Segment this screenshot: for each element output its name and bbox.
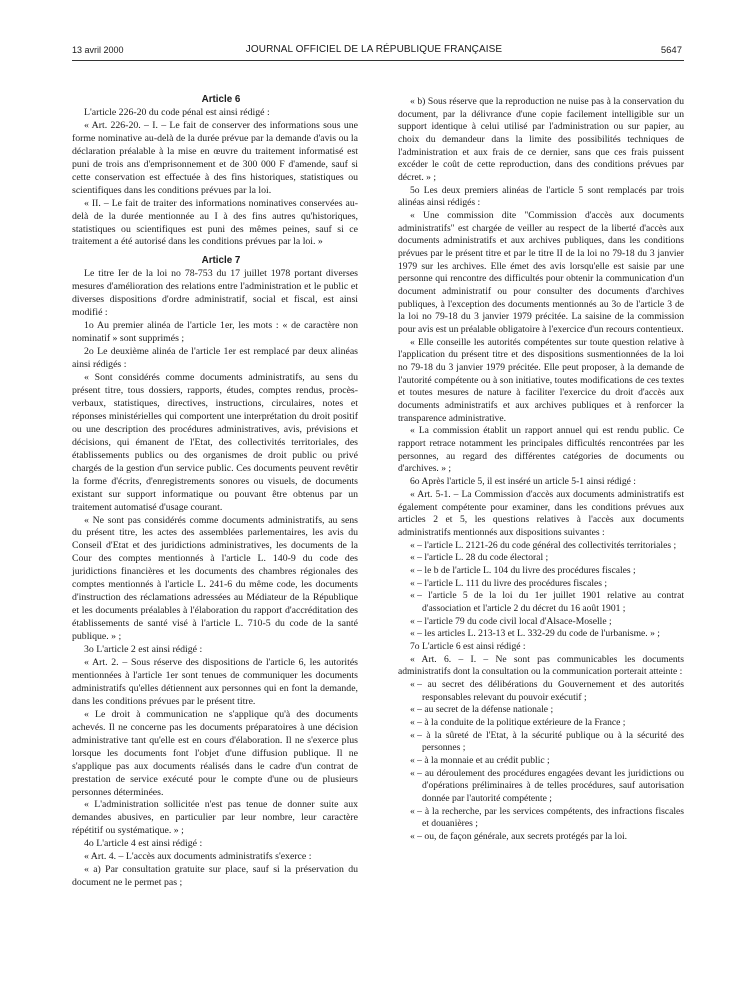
list-item: « – ou, de façon générale, aux secrets protégés par la loi. (410, 830, 628, 842)
paragraph: « Sont considérés comme documents administratifs, au sens du présent titre, tous dossiers, rapports, études, comptes rendus, procès-verbaux, statistiques, directives, instructions, circulaires, notes et réponses ministérielles qui comportent une interprétation du droit positif ou une description des procédures administratives, avis, prévisions et décisions, qui émanent de l'Etat, des collectivités territoriales, des établissements publics ou des organismes de droit public ou privé chargés de la gestion d'un service public. Ces documents peuvent revêtir la forme d'écrits, d'enregistrements sonores ou visuels, de documents existant sur support informatique ou pouvant être obtenus par un traitement automatisé d'usage courant. (72, 372, 358, 513)
paragraph: « a) Par consultation gratuite sur place, sauf si la préservation du document ne le permet pas ; (72, 864, 358, 889)
paragraph: 4o L'article 4 est ainsi rédigé : (84, 838, 203, 850)
paragraph: 5o Les deux premiers alinéas de l'article 5 sont remplacés par trois alinéas ainsi rédigés : (398, 184, 684, 209)
right-column (398, 96, 684, 844)
paragraph: « Le droit à communication ne s'applique qu'à des documents achevés. Il ne concerne pas les documents préparatoires à une décision administrative tant qu'elle est en cours d'élaboration. Il ne s'exerce plus lorsque les documents font l'objet d'une diffusion publique. Il ne s'applique pas aux documents réalisés dans le cadre d'un contrat de prestation de service exécuté pour le compte d'une ou de plusieurs personnes déterminées. (72, 708, 358, 798)
list-item: « – au secret des délibérations du Gouvernement et des autorités responsables relevant du pouvoir exécutif ; (410, 678, 684, 703)
page-header (0, 0, 748, 70)
paragraph: 2o Le deuxième alinéa de l'article 1er est remplacé par deux alinéas ainsi rédigés : (72, 346, 358, 371)
paragraph: « La commission établit un rapport annuel qui est rendu public. Ce rapport retrace notamment les principales difficultés rencontrées par les personnes, au regard des différentes catégories de documents ou d'archives. » ; (398, 425, 684, 475)
paragraph: « Ne sont pas considérés comme documents administratifs, au sens du présent titre, les actes des assemblées parlementaires, les avis du Conseil d'Etat et des juridictions administratives, les documents de la Cour des comptes mentionnés à l'article L. 140-9 du code des juridictions financières et les documents des chambres régionales des comptes mentionnés à l'article L. 241-6 du même code, les documents d'instruction des réclamations adressées au Médiateur de la République et les documents préalables à l'élaboration du rapport d'accréditation des établissements de santé visé à l'article L. 710-5 du code de la santé publique. » ; (72, 514, 358, 643)
paragraph: « b) Sous réserve que la reproduction ne nuise pas à la conservation du document, par la délivrance d'une copie facilement intelligible sur un support identique à celui utilisé par l'administration ou sur papier, au choix du demandeur dans la limite des possibilités techniques de l'administration et aux frais de ce dernier, sans que ces frais puissent excéder le coût de cette reproduction, dans des conditions prévues par décret. » ; (398, 96, 684, 184)
paragraph: 7o L'article 6 est ainsi rédigé : (410, 640, 526, 652)
list-item: « – l'article 5 de la loi du 1er juillet 1901 relative au contrat d'association et l'article 2 du décret du 16 août 1901 ; (410, 590, 684, 614)
list-item: « – l'article L. 28 du code électoral ; (410, 552, 549, 564)
list-item: « – l'article L. 111 du livre des procédures fiscales ; (410, 577, 608, 589)
list-item: « – au déroulement des procédures engagées devant les juridictions ou d'opérations préliminaires à de telles procédures, sauf autorisation donnée par l'autorité compétente ; (410, 767, 684, 804)
article-6-heading: Article 6 (201, 94, 241, 105)
list-item: « – à la sûreté de l'Etat, à la sécurité publique ou à la sécurité des personnes ; (410, 729, 684, 754)
list-item: « – au secret de la défense nationale ; (410, 704, 554, 716)
paragraph: Le titre Ier de la loi no 78-753 du 17 juillet 1978 portant diverses mesures d'amélioration des relations entre l'administration et le public et diverses dispositions d'ordre administratif, social et fiscal, est ainsi modifié : (72, 268, 358, 319)
list-item: « – à la conduite de la politique extérieure de la France ; (410, 716, 626, 728)
paragraph: « Art. 2. – Sous réserve des dispositions de l'article 6, les autorités mentionnées à l'article 1er sont tenues de communiquer les documents administratifs qu'elles détiennent aux personnes qui en font la demande, dans les conditions prévues par le présent titre. (72, 656, 358, 707)
list-item: « – l'article L. 2121-26 du code général des collectivités territoriales ; (410, 539, 677, 551)
paragraph: « Une commission dite "Commission d'accès aux documents administratifs" est chargée de veiller au respect de la liberté d'accès aux documents administratifs et aux archives publiques, dans les conditions prévues par le présent titre et par le titre II de la loi no 79-18 du 3 janvier 1979 sur les archives. Elle émet des avis lorsqu'elle est saisie par une personne qui rencontre des difficultés pour obtenir la communication d'un document administratif ou pour consulter des documents d'archives publiques, à l'exception des documents mentionnés au 3o de l'article 3 de la loi no 79-18 du 3 janvier 1979 précitée. La saisine de la commission pour avis est un préalable obligatoire à l'exercice d'un recours contentieux. (398, 210, 684, 336)
provisions-list (398, 540, 684, 641)
article-7-heading: Article 7 (201, 255, 241, 267)
paragraph: 1o Au premier alinéa de l'article 1er, les mots : « de caractère non nominatif » sont supprimés ; (72, 320, 358, 345)
left-column (72, 94, 358, 890)
paragraph: 6o Après l'article 5, il est inséré un article 5-1 ainsi rédigé : (410, 476, 636, 488)
list-item: « – à la monnaie et au crédit public ; (410, 754, 550, 766)
issue-date: 13 avril 2000 (72, 45, 124, 55)
paragraph: « Art. 226-20. – I. – Le fait de conserver des informations sous une forme nominative au-delà de la durée prévue par la demande d'avis ou la déclaration préalable à la mise en œuvre du traitement informatisé est puni de trois ans d'emprisonnement et de 300 000 F d'amende, sauf si cette conservation est effectuée à des fins historiques, statistiques ou scientifiques dans les conditions prévues par la loi. (72, 119, 358, 196)
paragraph: « L'administration sollicitée n'est pas tenue de donner suite aux demandes abusives, en particulier par leur nombre, leur caractère répétitif ou systématique. » ; (72, 799, 358, 837)
paragraph: « II. – Le fait de traiter des informations nominatives conservées au-delà de la durée mentionnée au I à des fins autres qu'historiques, statistiques ou scientifiques est puni des mêmes peines, sauf si ce traitement a été autorisé dans les conditions prévues par la loi. » (72, 197, 358, 248)
paragraph: « Elle conseille les autorités compétentes sur toute question relative à l'application du présent titre et des dispositions susmentionnées de la loi no 79-18 du 3 janvier 1979 précitée. Elle peut proposer, à la demande de l'autorité compétente ou à son initiative, toutes modifications de ces textes et toutes mesures de nature à faciliter l'exercice du droit d'accès aux documents administratifs et aux archives publiques et à renforcer la transparence administrative. (398, 336, 684, 424)
page-number: 5647 (660, 45, 682, 56)
paragraph: « Art. 6. – I. – Ne sont pas communicables les documents administratifs dont la consultation ou la communication porterait atteinte : (398, 653, 684, 678)
paragraph: « Art. 5-1. – La Commission d'accès aux documents administratifs est également compétente pour examiner, dans les conditions prévues aux articles 2 et 5, les questions relatives à l'accès aux documents administratifs mentionnés aux dispositions suivantes : (398, 488, 684, 538)
list-item: « – les articles L. 213-13 et L. 332-29 du code de l'urbanisme. » ; (410, 628, 660, 640)
list-item: « – le b de l'article L. 104 du livre des procédures fiscales ; (410, 564, 636, 576)
paragraph: « Art. 4. – L'accès aux documents administratifs s'exerce : (84, 851, 312, 863)
paragraph: 3o L'article 2 est ainsi rédigé : (84, 644, 203, 656)
list-item: « – l'article 79 du code civil local d'Alsace-Moselle ; (410, 615, 612, 627)
list-item: « – à la recherche, par les services compétents, des infractions fiscales et douanières ; (410, 805, 684, 830)
journal-title: JOURNAL OFFICIEL DE LA RÉPUBLIQUE FRANÇAISE (245, 44, 503, 55)
paragraph: L'article 226-20 du code pénal est ainsi rédigé : (84, 106, 270, 118)
exceptions-list (398, 679, 684, 844)
header-rule (72, 60, 684, 61)
